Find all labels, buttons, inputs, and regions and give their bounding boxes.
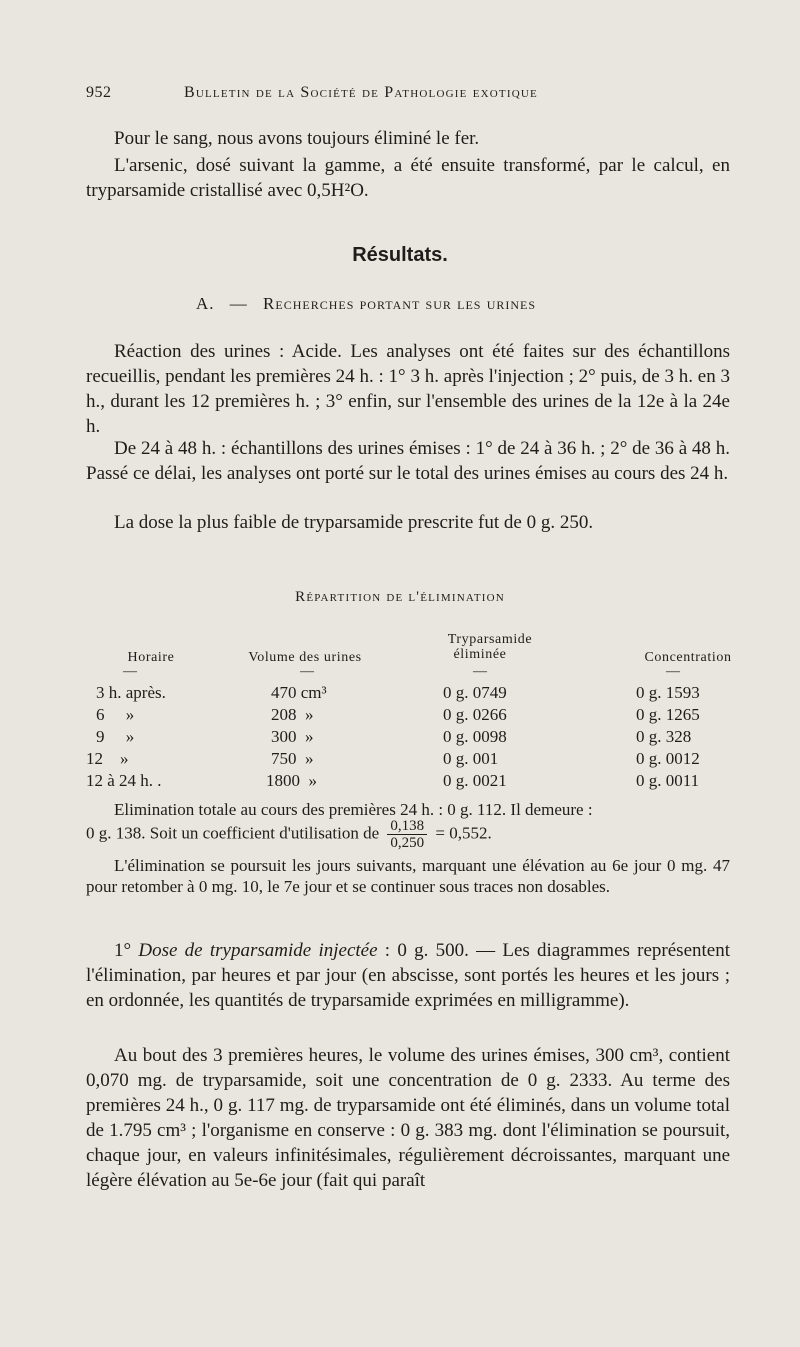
cell-horaire: 12 » (86, 749, 129, 768)
coefficient-fraction (387, 818, 427, 851)
coefficient-line (86, 818, 730, 851)
cell-volume: 208 » (271, 705, 314, 724)
dose-text: : 0 g. 500. — Les diagrammes représentent l'élimination, par heures et par jour (en abscisse, sont portés les heures et les jours ; en ordonnée, les quantités de tryparsamide exprimées en milligramme). (86, 940, 730, 1011)
table-row (86, 749, 736, 769)
col-header-tryparsamide-line2: éliminée (453, 647, 507, 662)
section-letter: A. (196, 294, 215, 313)
cell-tryparsamide: 0 g. 0266 (443, 705, 507, 724)
table-row (86, 705, 736, 725)
col-header-horaire: Horaire (127, 650, 175, 665)
fraction-denominator: 0,250 (390, 835, 425, 851)
cell-concentration: 0 g. 0011 (636, 771, 700, 790)
journal-title: Bulletin de la Société de Pathologie exotique (184, 84, 538, 101)
cell-concentration: 0 g. 0012 (636, 749, 700, 768)
cell-concentration: 0 g. 1593 (636, 683, 700, 702)
coefficient-result: = 0,552. (435, 823, 492, 843)
col-header-volume: Volume des urines (248, 650, 362, 665)
cell-volume: 300 » (271, 727, 314, 746)
cell-volume: 750 » (271, 749, 314, 768)
cell-horaire: 12 à 24 h. . (86, 771, 162, 790)
results-heading: Résultats. (352, 244, 448, 266)
cell-volume: 1800 » (266, 771, 317, 790)
elimination-total-line: Elimination totale au cours des premières 24 h. : 0 g. 112. Il demeure : (114, 800, 593, 819)
table-row (86, 683, 736, 703)
elimination-following-paragraph: L'élimination se poursuit les jours suivants, marquant une élévation au 6e jour 0 mg. 47 pour retomber à 0 mg. 10, le 7e jour et se continuer sous traces non dosables. (86, 856, 730, 896)
table-row (86, 771, 736, 791)
table-title: Répartition de l'élimination (295, 589, 505, 605)
col-dash-horaire: — (123, 664, 137, 679)
au-bout-paragraph: Au bout des 3 premières heures, le volume des urines émises, 300 cm³, contient 0,070 mg. de tryparsamide, soit une concentration de 0 g. 2333. Au terme des premières 24 h., 0 g. 117 mg. de tryparsamide ont été éliminés, dans un volume total de 1.795 cm³ ; l'organisme en conserve : 0 g. 383 mg. dont l'élimination se poursuit, chaque jour, en valeurs infinitésimales, régulièrement décroissantes, marquant une légère élévation au 5e-6e jour (fait qui paraît (86, 1045, 730, 1191)
col-header-concentration: Concentration (644, 650, 732, 665)
intro-line-sang: Pour le sang, nous avons toujours éliminé le fer. (114, 128, 480, 149)
section-a-heading (196, 294, 536, 314)
cell-tryparsamide: 0 g. 0749 (443, 683, 507, 702)
de24-paragraph: De 24 à 48 h. : échantillons des urines émises : 1° de 24 à 36 h. ; 2° de 36 à 48 h. Passé ce délai, les analyses ont porté sur le total des urines émises au cours des 24 h. (86, 438, 730, 484)
cell-concentration: 0 g. 1265 (636, 705, 700, 724)
col-dash-concentration: — (666, 664, 680, 679)
col-dash-tryparsamide: — (473, 664, 487, 679)
reaction-paragraph: Réaction des urines : Acide. Les analyses ont été faites sur des échantillons recueillis, pendant les premières 24 h. : 1° 3 h. après l'injection ; 2° puis, de 3 h. en 3 h., durant les 12 premières h. ; 3° enfin, sur l'ensemble des urines de la 12e à la 24e h. (86, 341, 730, 437)
dose-injected-paragraph (86, 938, 730, 1013)
col-header-tryparsamide-line1: Tryparsamide (447, 632, 533, 647)
cell-tryparsamide: 0 g. 0021 (443, 771, 507, 790)
coefficient-text: 0 g. 138. Soit un coefficient d'utilisation de (86, 823, 380, 843)
section-dash: — (229, 294, 248, 313)
cell-tryparsamide: 0 g. 001 (443, 749, 499, 768)
dose-number: 1° (114, 940, 132, 961)
table-row (86, 727, 736, 747)
cell-horaire: 6 » (96, 705, 135, 724)
cell-volume: 470 cm³ (271, 683, 327, 702)
fraction-numerator: 0,138 (387, 818, 427, 835)
col-dash-volume: — (300, 664, 314, 679)
cell-horaire: 3 h. après. (96, 683, 166, 702)
section-title: Recherches portant sur les urines (263, 294, 537, 313)
cell-tryparsamide: 0 g. 0098 (443, 727, 507, 746)
intro-arsenic-paragraph: L'arsenic, dosé suivant la gamme, a été ensuite transformé, par le calcul, en tryparsamide cristallisé avec 0,5H²O. (86, 155, 730, 201)
dose-italic-label: Dose de tryparsamide injectée (138, 940, 378, 961)
cell-horaire: 9 » (96, 727, 135, 746)
page-number: 952 (86, 84, 112, 101)
cell-concentration: 0 g. 328 (636, 727, 692, 746)
dose-paragraph: La dose la plus faible de tryparsamide prescrite fut de 0 g. 250. (114, 512, 594, 533)
